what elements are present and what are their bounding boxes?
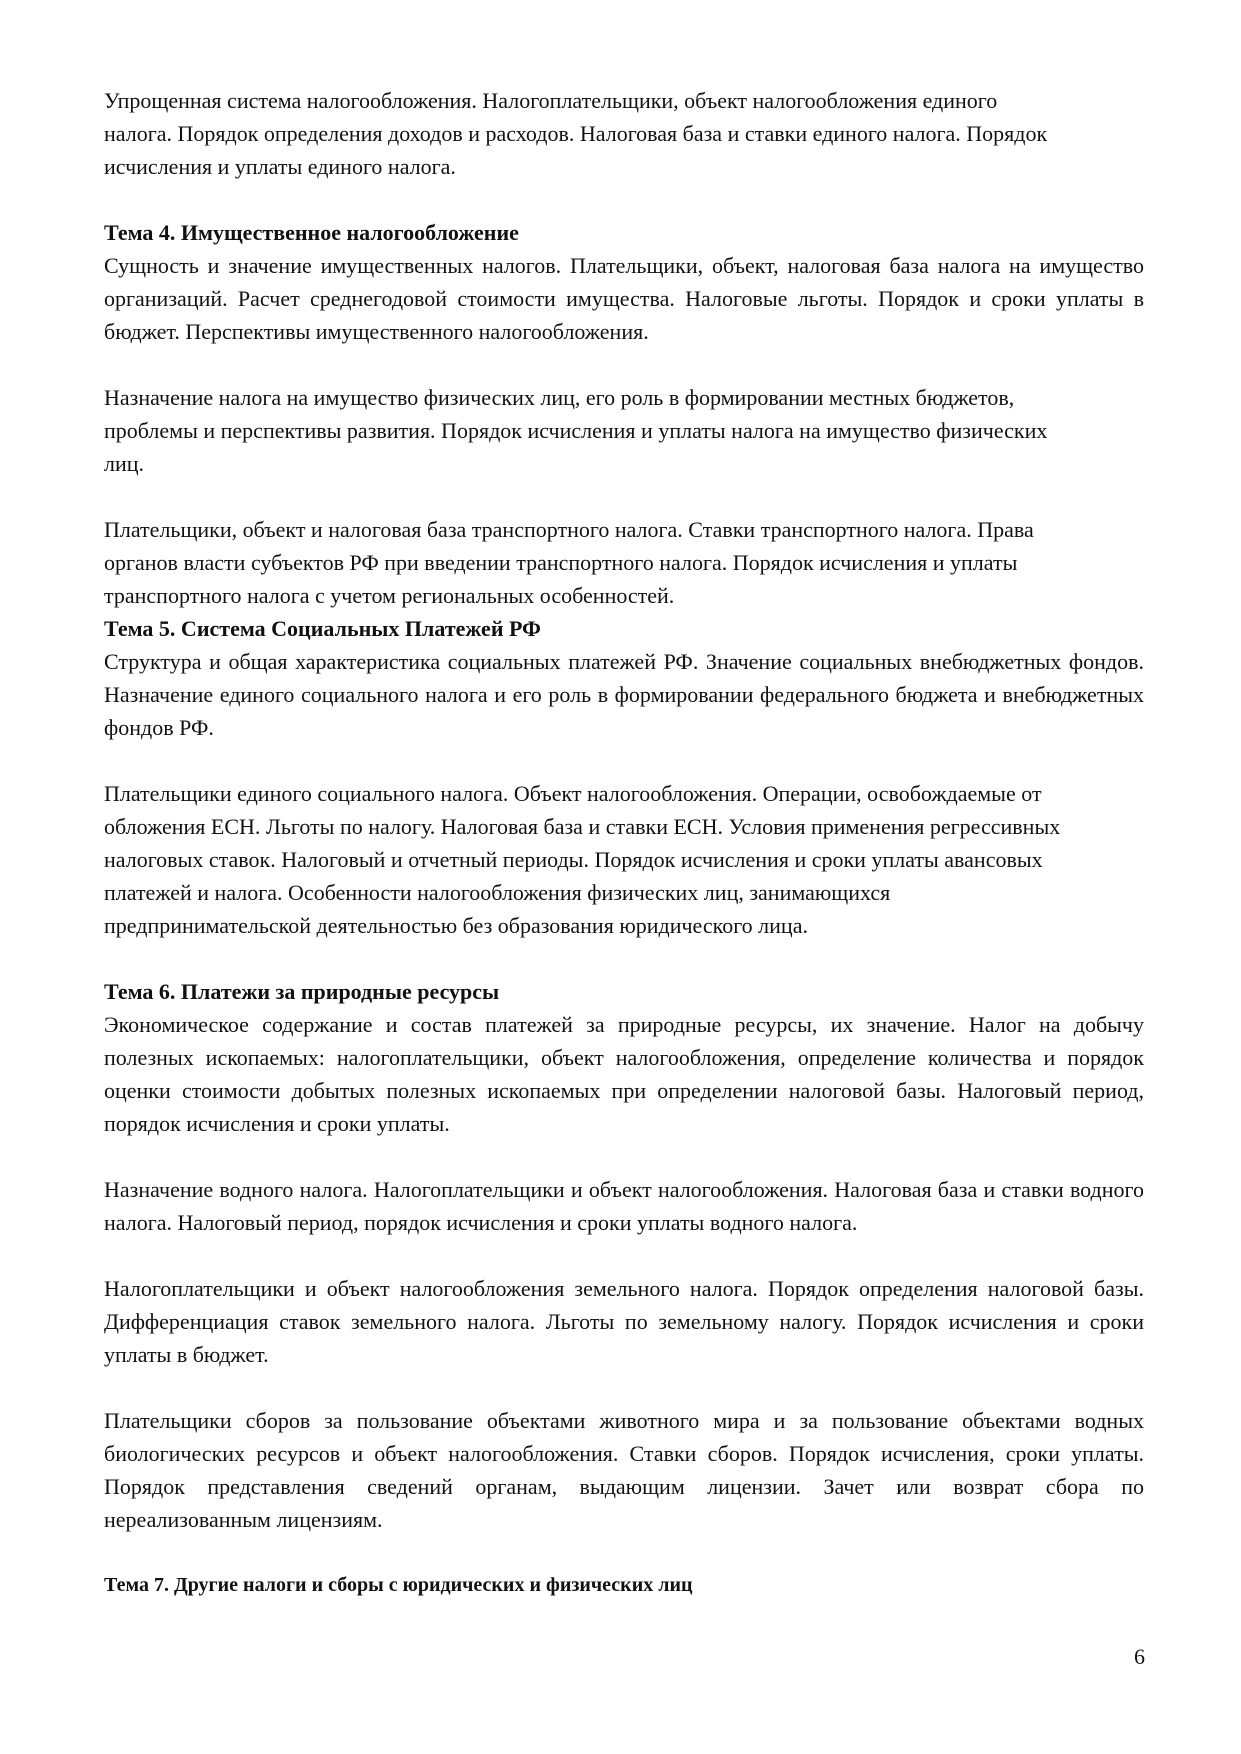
tema-6-paragraph-2: Назначение водного налога. Налогоплательщики и объект налогообложения. Налоговая база и ставки водного налога. Налоговый период, порядок исчисления и сроки уплаты водного налога. <box>104 1177 1144 1235</box>
section-heading-tema-6: Тема 6. Платежи за природные ресурсы <box>104 979 500 1004</box>
tema-5-paragraph-2: Плательщики единого социального налога. Объект налогообложения. Операции, освобождаемые от обложения ЕСН. Льготы по налогу. Налоговая база и ставки ЕСН. Условия применения регрессивных налоговых ставок. Налоговый и отчетный периоды. Порядок исчисления и сроки уплаты авансовых платежей и налога. Особенности налогообложения физических лиц, занимающихся предпринимательской деятельностью без образования юридического лица. <box>104 781 1061 938</box>
tema-4-paragraph-1: Сущность и значение имущественных налогов. Плательщики, объект, налоговая база налога на имущество организаций. Расчет среднегодовой стоимости имущества. Налоговые льготы. Порядок и сроки уплаты в бюджет. Перспективы имущественного налогообложения. <box>104 253 1144 344</box>
page-number: 6 <box>1134 1644 1145 1669</box>
tema-6-paragraph-1: Экономическое содержание и состав платежей за природные ресурсы, их значение. Налог на добычу полезных ископаемых: налогоплательщики, объект налогообложения, определение количества и порядок оценки стоимости добытых полезных ископаемых при определении налоговой базы. Налоговый период, порядок исчисления и сроки уплаты. <box>104 1012 1144 1136</box>
intro-paragraph: Упрощенная система налогообложения. Налогоплательщики, объект налогообложения единого налога. Порядок определения доходов и расходов. Налоговая база и ставки единого налога. Порядок исчисления и уплаты единого налога. <box>104 88 1048 179</box>
tema-6-paragraph-4: Плательщики сборов за пользование объектами животного мира и за пользование объектами водных биологических ресурсов и объект налогообложения. Ставки сборов. Порядок исчисления, сроки уплаты. Порядок представления сведений органам, выдающим лицензии. Зачет или возврат сбора по нереализованным лицензиям. <box>104 1408 1144 1532</box>
tema-6-paragraph-3: Налогоплательщики и объект налогообложения земельного налога. Порядок определения налоговой базы. Дифференциация ставок земельного налога. Льготы по земельному налогу. Порядок исчисления и сроки уплаты в бюджет. <box>104 1276 1144 1367</box>
section-heading-tema-4: Тема 4. Имущественное налогообложение <box>104 220 519 245</box>
tema-4-paragraph-3: Плательщики, объект и налоговая база транспортного налога. Ставки транспортного налога. Права органов власти субъектов РФ при введении транспортного налога. Порядок исчисления и уплаты транспортного налога с учетом региональных особенностей. <box>104 517 1034 608</box>
document-page <box>104 84 1144 1602</box>
section-heading-tema-7: Тема 7. Другие налоги и сборы с юридических и физических лиц <box>104 1574 693 1596</box>
tema-4-paragraph-2: Назначение налога на имущество физических лиц, его роль в формировании местных бюджетов, проблемы и перспективы развития. Порядок исчисления и уплаты налога на имущество физических лиц. <box>104 385 1048 476</box>
section-heading-tema-5: Тема 5. Система Социальных Платежей РФ <box>104 616 541 641</box>
tema-5-paragraph-1: Структура и общая характеристика социальных платежей РФ. Значение социальных внебюджетных фондов. Назначение единого социального налога и его роль в формировании федерального бюджета и внебюджетных фондов РФ. <box>104 649 1144 740</box>
